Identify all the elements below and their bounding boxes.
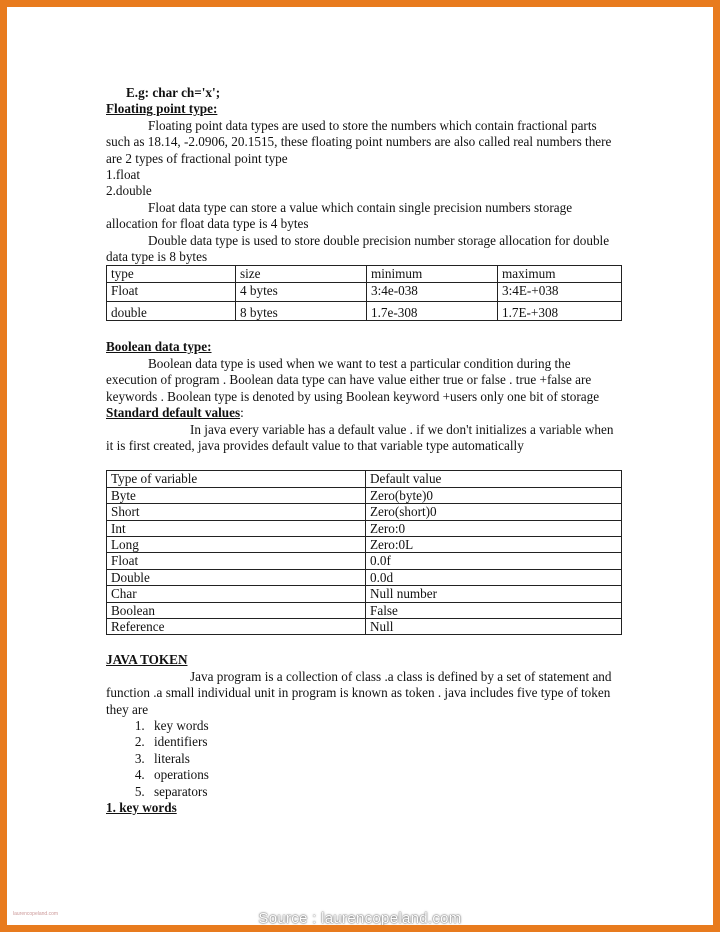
- table-header-row: [107, 471, 622, 487]
- table-cell: False: [366, 602, 622, 618]
- table-row: [107, 586, 622, 602]
- table-row: [107, 487, 622, 503]
- table-row: [107, 602, 622, 618]
- table-cell: 3:4E-+038: [498, 283, 622, 302]
- table-header-cell: minimum: [367, 266, 498, 283]
- boolean-paragraph: Boolean data type is used when we want to test a particular condition during the execution of program . Boolean data type can have value either true or false . true +false are keywords . Boolean type is denoted by using Boolean keyword +users only one bit of storage: [106, 355, 600, 404]
- table-cell: 0.0d: [366, 569, 622, 585]
- table-cell: 1.7E-+308: [498, 302, 622, 321]
- list-item: 2. identifiers: [148, 734, 622, 750]
- table-cell: Double: [107, 569, 366, 585]
- defaults-heading-text: Standard default values: [106, 405, 241, 421]
- floating-paragraph-2: Float data type can store a value which contain single precision numbers storage allocation for float data type is 4 bytes: [106, 199, 573, 232]
- table-row: [107, 283, 622, 302]
- defaults-heading: [106, 405, 622, 421]
- floating-heading: Floating point type:: [106, 101, 218, 117]
- table-cell: Null number: [366, 586, 622, 602]
- size-table: [106, 265, 622, 321]
- table-cell: Int: [107, 520, 366, 536]
- table-cell: Zero:0L: [366, 536, 622, 552]
- table-cell: double: [107, 302, 236, 321]
- floating-paragraph-1: Floating point data types are used to store the numbers which contain fractional parts such as 18.14, -2.0906, 20.1515, these floating point numbers are also called real numbers there are 2 types of fractional point type: [106, 117, 612, 166]
- list-item: 4. operations: [148, 767, 622, 783]
- intro-text: E.g: char ch='x';: [126, 85, 221, 100]
- document-body: [106, 85, 622, 816]
- table-header-row: [107, 266, 622, 283]
- default-values-table: [106, 470, 622, 635]
- table-cell: Reference: [107, 618, 366, 634]
- table-row: [107, 618, 622, 634]
- table-header-cell: type: [107, 266, 236, 283]
- table-header-cell: Type of variable: [107, 471, 366, 487]
- table-header-cell: Default value: [366, 471, 622, 487]
- site-logo: laurencopeland.com: [13, 911, 59, 917]
- list-item: 5. separators: [148, 784, 622, 800]
- table-cell: Boolean: [107, 602, 366, 618]
- table-row: [107, 520, 622, 536]
- table-cell: 1.7e-308: [367, 302, 498, 321]
- table-cell: Char: [107, 586, 366, 602]
- intro-line: [106, 85, 622, 101]
- table-cell: Float: [107, 553, 366, 569]
- key-words-heading: 1. key words: [106, 800, 177, 816]
- table-cell: 3:4e-038: [367, 283, 498, 302]
- floating-item-1: 1.float: [106, 167, 141, 183]
- table-cell: Zero:0: [366, 520, 622, 536]
- floating-item-2: 2.double: [106, 183, 152, 199]
- table-cell: Byte: [107, 487, 366, 503]
- table-cell: Short: [107, 504, 366, 520]
- defaults-heading-suffix: :: [240, 405, 244, 421]
- table-cell: 0.0f: [366, 553, 622, 569]
- table-row: [107, 536, 622, 552]
- defaults-paragraph: In java every variable has a default value . if we don't initializes a variable when it is first created, java provides default value to that variable type automatically: [106, 421, 614, 453]
- table-row: [107, 569, 622, 585]
- table-row: [107, 553, 622, 569]
- floating-paragraph-3: Double data type is used to store double precision number storage allocation for double data type is 8 bytes: [106, 232, 610, 265]
- table-cell: Long: [107, 536, 366, 552]
- table-cell: Zero(short)0: [366, 504, 622, 520]
- table-cell: Float: [107, 283, 236, 302]
- token-heading: JAVA TOKEN: [106, 652, 188, 668]
- table-cell: 4 bytes: [236, 283, 367, 302]
- table-cell: Zero(byte)0: [366, 487, 622, 503]
- table-cell: 8 bytes: [236, 302, 367, 321]
- table-cell: Null: [366, 618, 622, 634]
- table-header-cell: size: [236, 266, 367, 283]
- list-item: 1. key words: [148, 718, 622, 734]
- boolean-heading: Boolean data type:: [106, 339, 212, 355]
- list-item: 3. literals: [148, 751, 622, 767]
- token-paragraph: Java program is a collection of class .a class is defined by a set of statement and function .a small individual unit in program is known as token . java includes five type of token they are: [106, 668, 612, 717]
- token-list: [106, 718, 622, 800]
- document-page: [7, 7, 713, 925]
- table-row: [107, 302, 622, 321]
- table-header-cell: maximum: [498, 266, 622, 283]
- table-row: [107, 504, 622, 520]
- source-watermark: Source : laurencopeland.com: [258, 910, 462, 925]
